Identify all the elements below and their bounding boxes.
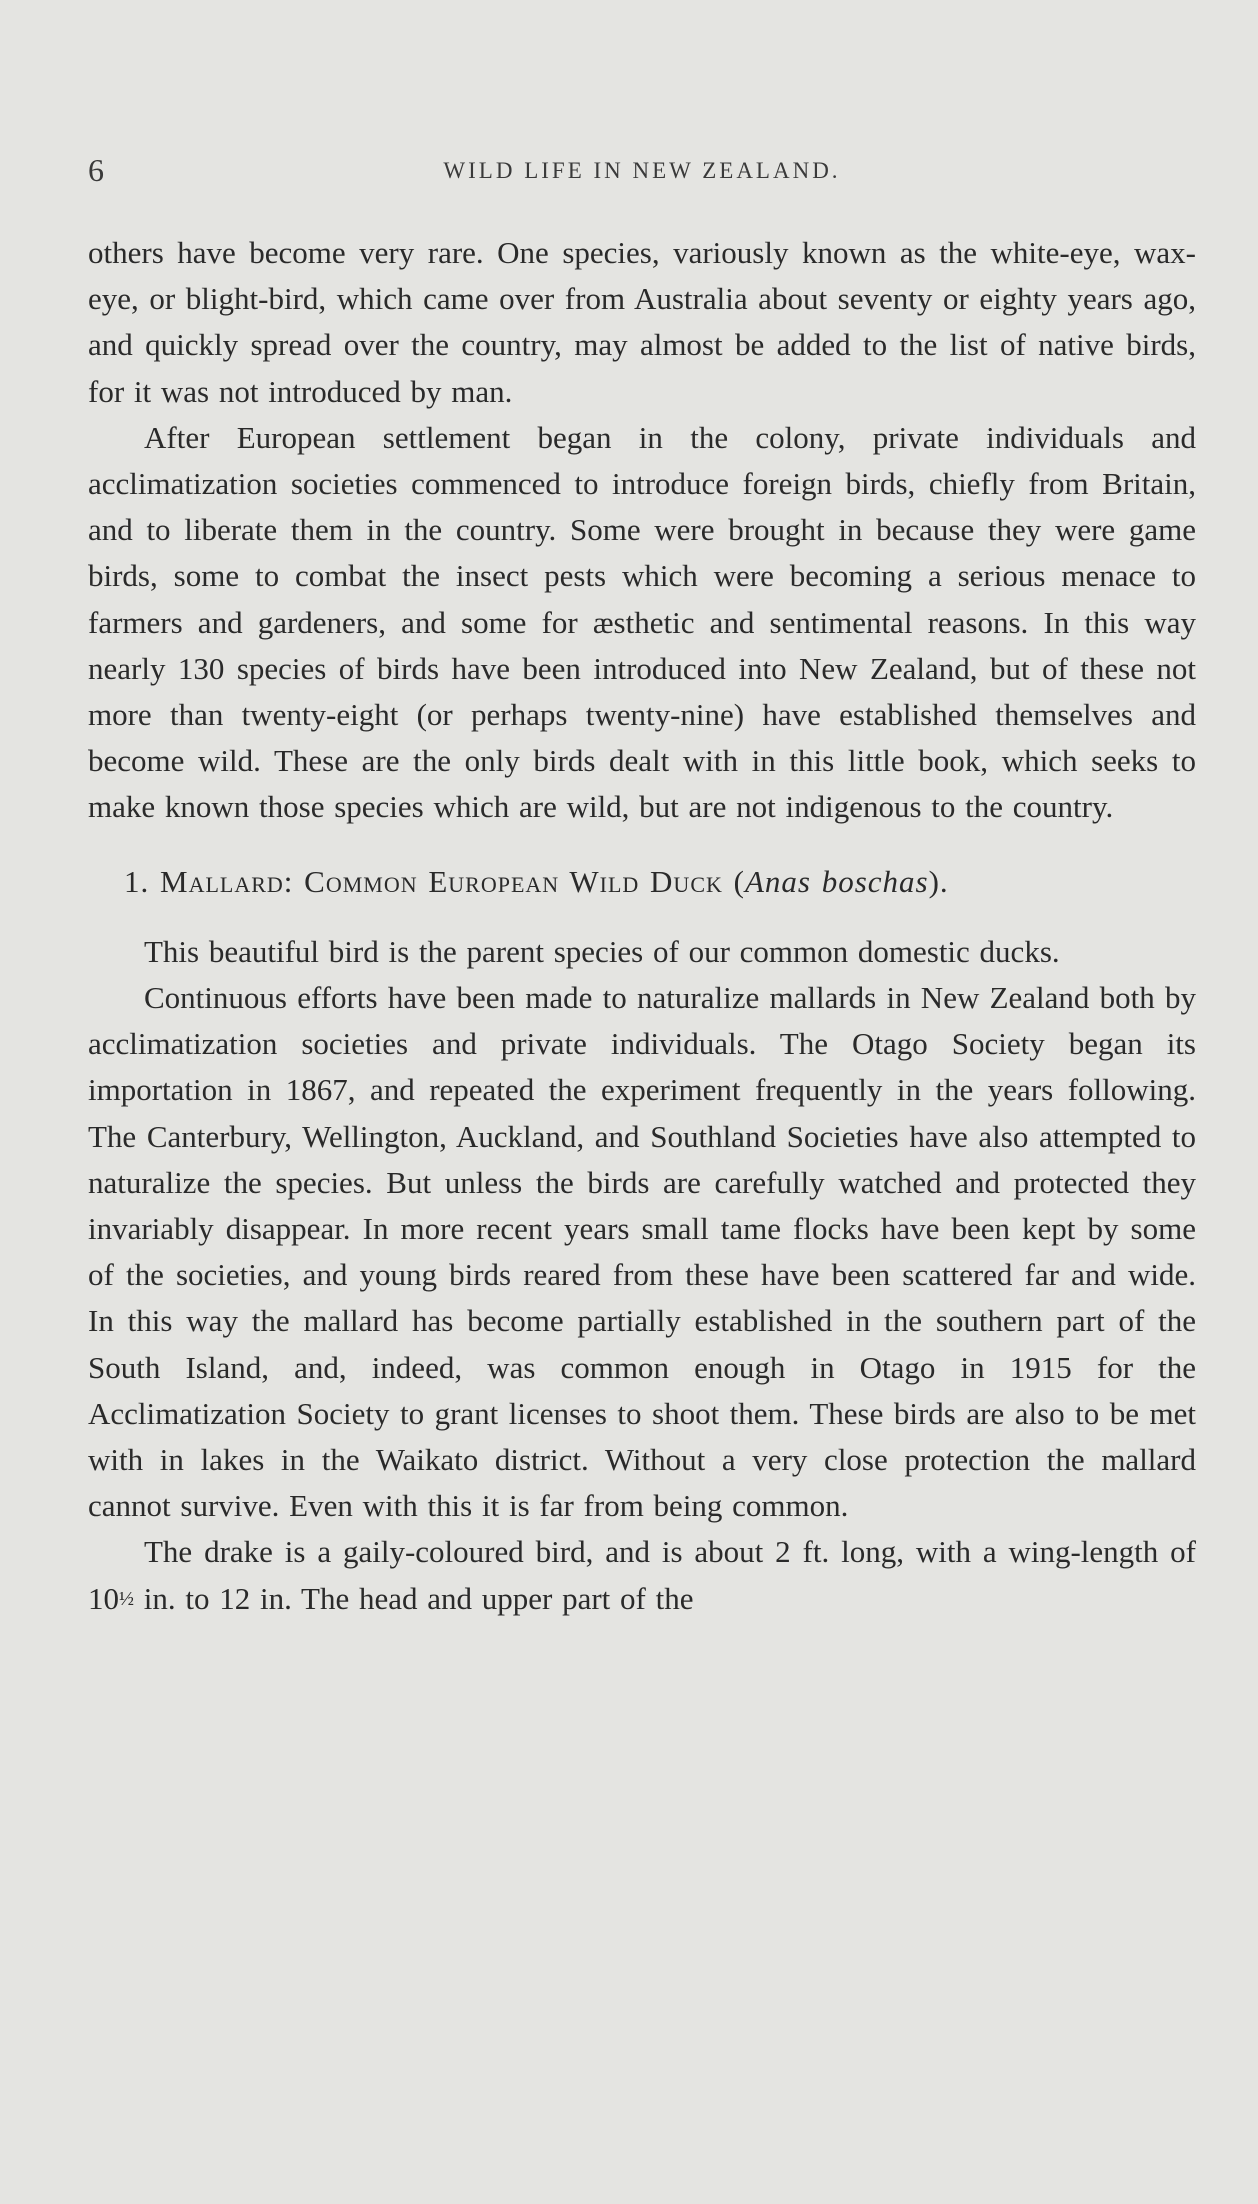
heading-latin-name: Anas boschas — [744, 863, 929, 899]
section-heading-mallard — [88, 859, 1196, 905]
running-title: WILD LIFE IN NEW ZEALAND. — [443, 158, 841, 183]
drake-text-start: The drake is a gaily-coloured bird, and is about 2 ft. long, with a wing-length of 10 — [88, 1534, 1196, 1616]
paragraph-parent-species: This beautiful bird is the parent species of our common domestic ducks. — [144, 933, 1060, 969]
drake-text-end: in. to 12 in. The head and upper part of the — [134, 1580, 694, 1616]
paragraph-introduction: After European settlement began in the colony, private individuals and acclimatization societies commenced to introduce foreign birds, chiefly from Britain, and to liberate them in the country. Some were brought in because they were game birds, some to combat the insect pests which were becoming a serious menace to farmers and gardeners, and some for æsthetic and sentimental reasons. In this way nearly 130 species of birds have been introduced into New Zealand, but of these not more than twenty-eight (or perhaps twenty-nine) have established themselves and become wild. These are the only birds dealt with in this little book, which seeks to make known those species which are wild, but are not indigenous to the country. — [88, 419, 1196, 825]
fraction-half: ½ — [119, 1587, 134, 1610]
heading-prefix: 1. Mallard: Common European Wild Duck ( — [124, 863, 745, 899]
paragraph-drake-description — [88, 1529, 1196, 1621]
paragraph-continuation: others have become very rare. One species, variously known as the white-eye, wax-eye, or blight-bird, which came over from Australia about seventy or eighty years ago, and quickly spread over the country, may almost be added to the list of native birds, for it was not introduced by man. — [88, 235, 1196, 409]
body-text — [88, 230, 1196, 1622]
paragraph-naturalization: Continuous efforts have been made to naturalize mallards in New Zealand both by acclimatization societies and private individuals. The Otago Society began its importation in 1867, and repeated the experiment frequently in the years following. The Canterbury, Wellington, Auckland, and Southland Societies have also attempted to naturalize the species. But unless the birds are carefully watched and protected they invariably disappear. In more recent years small tame flocks have been kept by some of the societies, and young birds reared from these have been scattered far and wide. In this way the mallard has become partially established in the southern part of the South Island, and, indeed, was common enough in Otago in 1915 for the Acclimatization Society to grant licenses to shoot them. These birds are also to be met with in lakes in the Waikato district. Without a very close protection the mallard cannot survive. Even with this it is far from being common. — [88, 980, 1196, 1524]
page-number: 6 — [88, 152, 104, 188]
page-header — [88, 152, 1196, 196]
heading-suffix: ). — [928, 863, 949, 899]
